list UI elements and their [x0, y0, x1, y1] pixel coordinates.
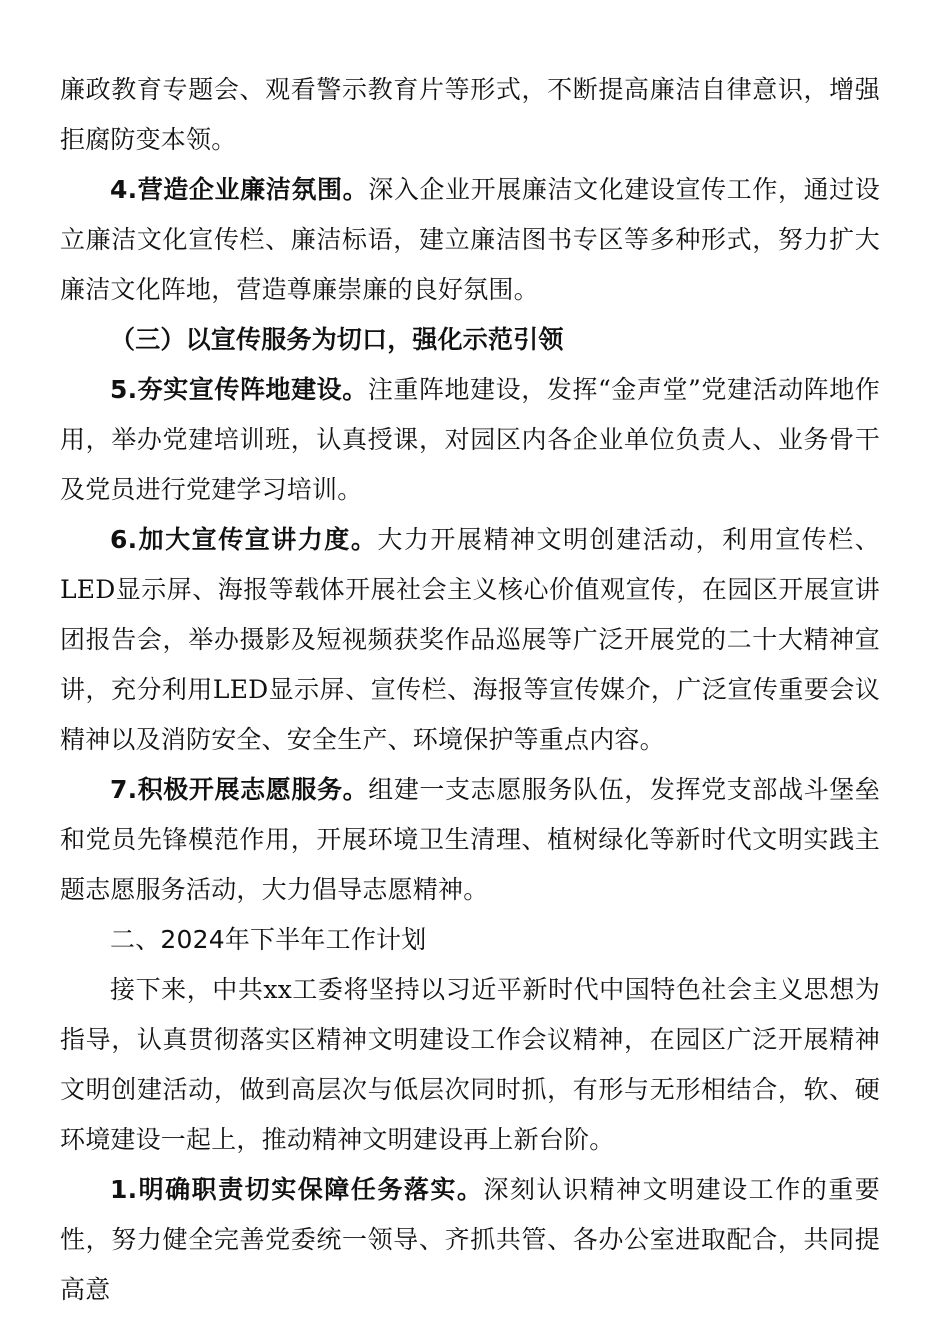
- paragraph-intro-text: 接下来，中共xx工委将坚持以习近平新时代中国特色社会主义思想为指导，认真贯彻落实区精神文明建设工作会议精神，在园区广泛开展精神文明创建活动，做到高层次与低层次同时抓，有形与无形相结合，软、硬环境建设一起上，推动精神文明建设再上新台阶。: [60, 975, 880, 1154]
- item-7-text: 组建一支志愿服务队伍，发挥党支部战斗堡垒和党员先锋模范作用，开展环境卫生清理、植树绿化等新时代文明实践主题志愿服务活动，大力倡导志愿精神。: [60, 775, 880, 904]
- section-heading-3: [60, 315, 880, 365]
- plan-item-1-text: 深刻认识精神文明建设工作的重要性，努力健全完善党委统一领导、齐抓共管、各办公室进取配合，共同提高意: [60, 1175, 880, 1304]
- section-heading-2-text: 二、2024年下半年工作计划: [110, 925, 427, 954]
- plan-item-1-lead: 1.明确职责切实保障任务落实。: [110, 1175, 484, 1204]
- item-4-text: 深入企业开展廉洁文化建设宣传工作，通过设立廉洁文化宣传栏、廉洁标语，建立廉洁图书专区等多种形式，努力扩大廉洁文化阵地，营造尊廉崇廉的良好氛围。: [60, 175, 880, 304]
- paragraph-item-7: [60, 765, 880, 915]
- section-heading-2: [60, 915, 880, 965]
- item-5-lead: 5.夯实宣传阵地建设。: [110, 375, 368, 404]
- item-6-lead: 6.加大宣传宣讲力度。: [110, 525, 378, 554]
- paragraph-item-6: [60, 515, 880, 765]
- item-5-text: 注重阵地建设，发挥“金声堂”党建活动阵地作用，举办党建培训班，认真授课，对园区内各企业单位负责人、业务骨干及党员进行党建学习培训。: [60, 375, 881, 504]
- item-7-lead: 7.积极开展志愿服务。: [110, 775, 369, 804]
- section-heading-3-text: （三）以宣传服务为切口，强化示范引领: [110, 325, 564, 354]
- paragraph-plan-item-1: [60, 1165, 880, 1315]
- paragraph-item-4: [60, 165, 880, 315]
- paragraph-item-5: [60, 365, 880, 515]
- paragraph-continued: [60, 65, 880, 165]
- paragraph-text: 廉政教育专题会、观看警示教育片等形式，不断提高廉洁自律意识，增强拒腐防变本领。: [60, 75, 880, 154]
- item-6-text: 大力开展精神文明创建活动，利用宣传栏、LED显示屏、海报等载体开展社会主义核心价值观宣传，在园区开展宣讲团报告会，举办摄影及短视频获奖作品巡展等广泛开展党的二十大精神宣讲，充分利用LED显示屏、宣传栏、海报等宣传媒介，广泛宣传重要会议精神以及消防安全、安全生产、环境保护等重点内容。: [60, 525, 880, 754]
- paragraph-intro: [60, 965, 880, 1165]
- document-page: [60, 65, 880, 1315]
- item-4-lead: 4.营造企业廉洁氛围。: [110, 175, 369, 204]
